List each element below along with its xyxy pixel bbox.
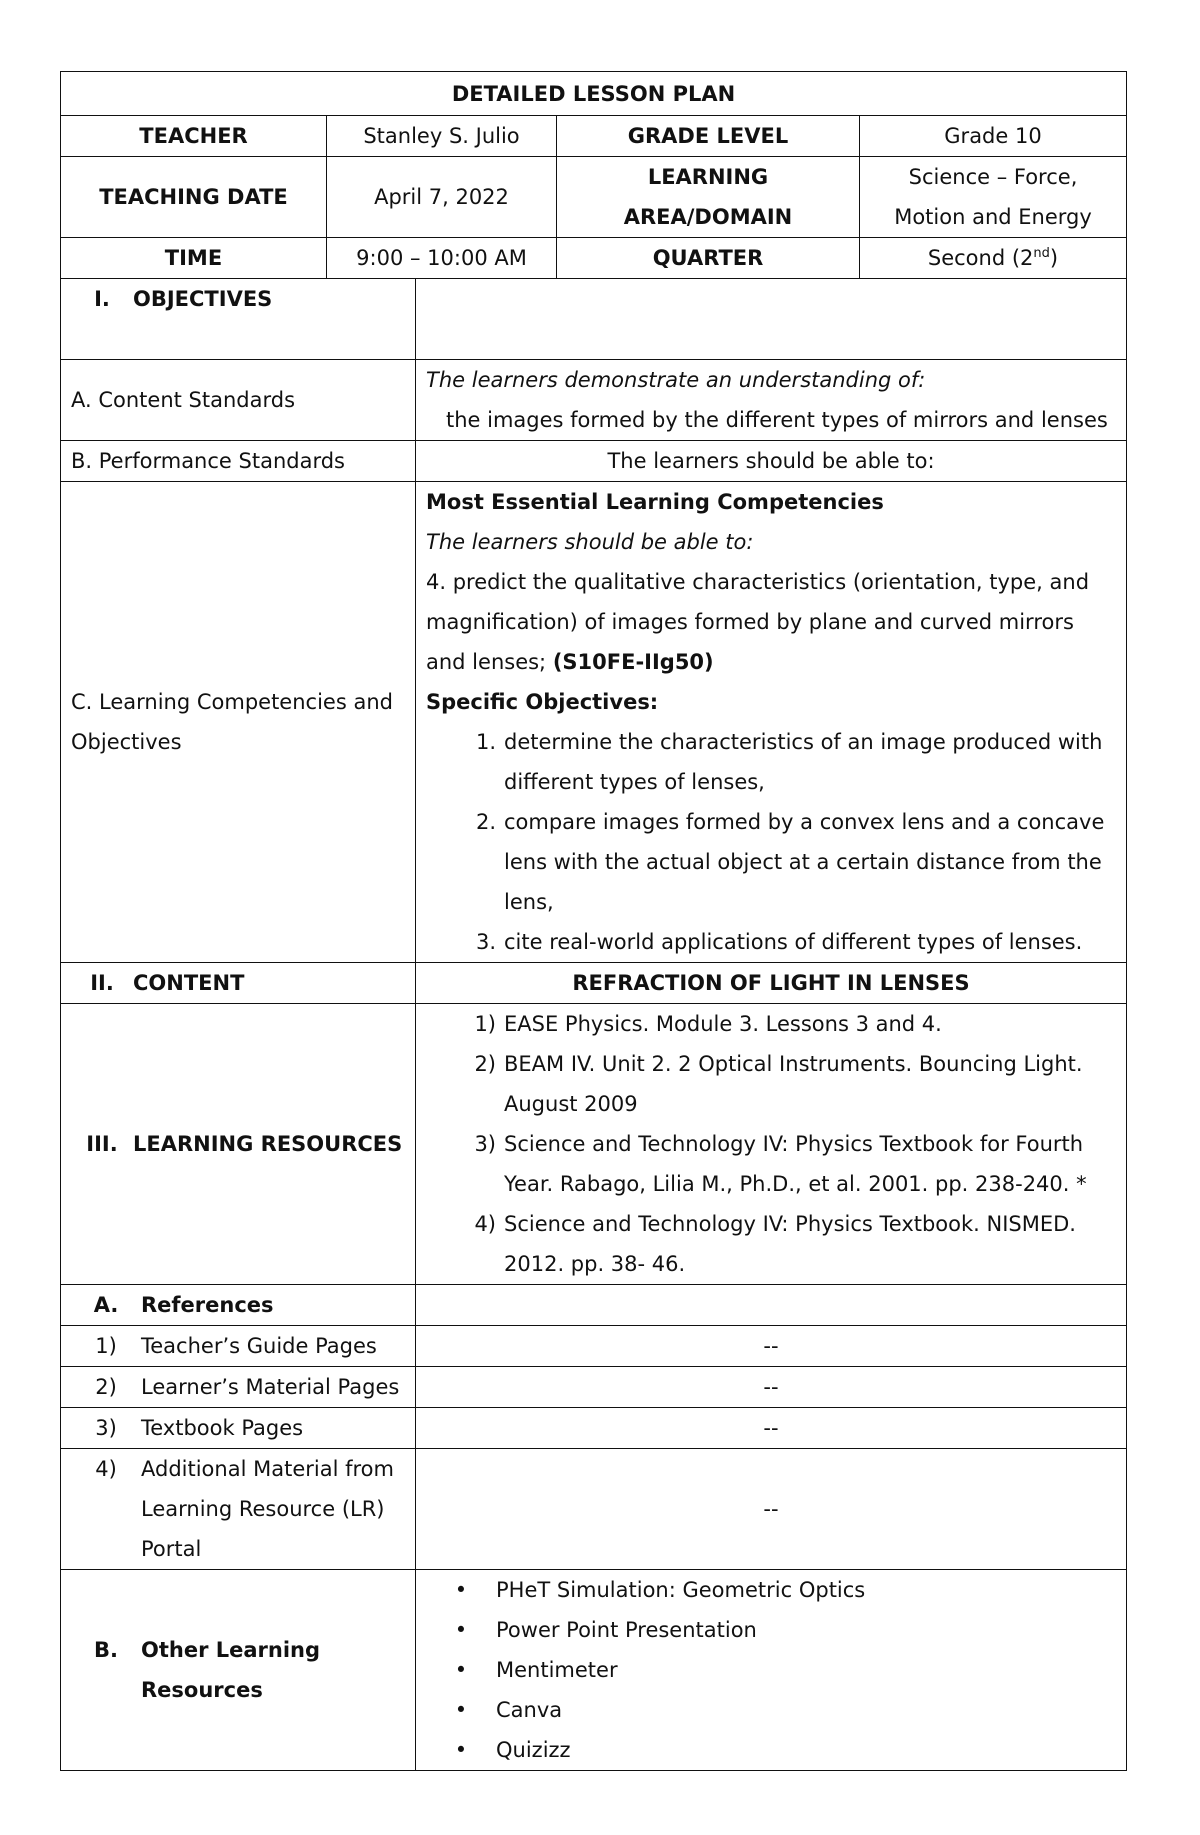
content-value: REFRACTION OF LIGHT IN LENSES: [416, 962, 1127, 1003]
list-item-number: 1): [474, 1011, 496, 1036]
ref-row-label: [61, 1366, 416, 1407]
teacher-value: Stanley S. Julio: [327, 116, 557, 157]
lesson-plan-header-table: [60, 71, 1127, 279]
list-item-text: Quizizz: [496, 1737, 571, 1762]
ref-row-value: --: [416, 1366, 1127, 1407]
melc-text: 4. predict the qualitative characteristics (orientation, type, and magnification) of images formed by plane and curved mirrors and lenses;: [426, 569, 1090, 674]
bullet-icon: •: [454, 1617, 468, 1642]
content-heading: [61, 962, 416, 1003]
competencies-cell: [416, 481, 1127, 962]
list-item-text: compare images formed by a convex lens and a concave lens with the actual object at a certain distance from the lens,: [504, 809, 1105, 914]
ref-row-value: --: [416, 1407, 1127, 1448]
list-item-number: 3.: [475, 929, 496, 954]
references-label: References: [141, 1292, 274, 1317]
quarter-suffix: ): [1049, 246, 1059, 270]
bullet-icon: •: [454, 1657, 468, 1682]
teaching-date-label: TEACHING DATE: [61, 157, 327, 238]
ref-row-label: [61, 1448, 416, 1569]
time-value: 9:00 – 10:00 AM: [327, 238, 557, 279]
ref-row-text: Teacher’s Guide Pages: [141, 1333, 377, 1358]
ref-row-text: Learner’s Material Pages: [141, 1374, 400, 1399]
learning-area-value: [860, 157, 1127, 238]
list-item-number: 2.: [475, 809, 496, 834]
list-item-number: 4): [474, 1211, 496, 1236]
learning-area-line-1: Science – Force,: [908, 165, 1078, 189]
list-item-text: EASE Physics. Module 3. Lessons 3 and 4.: [504, 1011, 942, 1036]
teacher-label: TEACHER: [61, 116, 327, 157]
learning-resources-label: LEARNING RESOURCES: [133, 1131, 403, 1156]
learning-resources-list: [426, 1004, 1116, 1284]
learning-resources-cell: [416, 1003, 1127, 1284]
melc-heading: Most Essential Learning Competencies: [426, 489, 884, 514]
list-item: [426, 1204, 1116, 1284]
ref-row-number: 3): [95, 1415, 117, 1440]
specific-objectives-list: [426, 722, 1116, 962]
quarter-sup: nd: [1033, 246, 1050, 261]
list-item-text: determine the characteristics of an image produced with different types of lenses,: [504, 729, 1103, 794]
quarter-label: QUARTER: [557, 238, 860, 279]
grade-level-value: Grade 10: [860, 116, 1127, 157]
lesson-plan-page: [60, 71, 1126, 1771]
performance-standards-label: B. Performance Standards: [61, 440, 416, 481]
document-title: DETAILED LESSON PLAN: [61, 72, 1127, 116]
list-item-text: PHeT Simulation: Geometric Optics: [496, 1577, 866, 1602]
list-item: [426, 1004, 1116, 1044]
learning-area-label: LEARNING AREA/DOMAIN: [557, 157, 860, 238]
ref-row-text: Additional Material from Learning Resource (LR) Portal: [141, 1456, 394, 1561]
list-item-text: cite real-world applications of different types of lenses.: [504, 929, 1083, 954]
list-item: [426, 1570, 1116, 1610]
content-roman: II.: [90, 970, 114, 995]
competencies-label: C. Learning Competencies and Objectives: [61, 481, 416, 962]
content-label: CONTENT: [133, 970, 245, 995]
list-item-text: BEAM IV. Unit 2. 2 Optical Instruments. Bouncing Light. August 2009: [504, 1051, 1083, 1116]
content-standards-cell: [416, 359, 1127, 440]
list-item-number: 2): [474, 1051, 496, 1076]
ref-row-number: 1): [95, 1333, 117, 1358]
list-item-text: Canva: [496, 1697, 563, 1722]
ref-row-label: [61, 1407, 416, 1448]
bullet-icon: •: [454, 1697, 468, 1722]
other-resources-heading: [61, 1569, 416, 1770]
ref-row-value: --: [416, 1448, 1127, 1569]
list-item-text: Power Point Presentation: [496, 1617, 757, 1642]
quarter-value: [860, 238, 1127, 279]
ref-row-number: 2): [95, 1374, 117, 1399]
melc-intro: The learners should be able to:: [426, 529, 754, 554]
teaching-date-value: April 7, 2022: [327, 157, 557, 238]
other-resources-cell: [416, 1569, 1127, 1770]
ref-row-value: --: [416, 1325, 1127, 1366]
performance-standards-text: The learners should be able to:: [416, 440, 1127, 481]
bullet-icon: •: [454, 1577, 468, 1602]
list-item: [426, 1690, 1116, 1730]
ref-row-number: 4): [95, 1456, 117, 1481]
list-item: [426, 1124, 1116, 1204]
references-letter: A.: [93, 1292, 119, 1317]
other-resources-list: [426, 1570, 1116, 1770]
list-item: [426, 1650, 1116, 1690]
references-heading: [61, 1284, 416, 1325]
ref-row-label: [61, 1325, 416, 1366]
list-item-text: Science and Technology IV: Physics Textbook. NISMED. 2012. pp. 38- 46.: [504, 1211, 1076, 1276]
objectives-heading: [61, 278, 416, 359]
list-item: [426, 1730, 1116, 1770]
other-resources-letter: B.: [94, 1637, 118, 1662]
content-standards-label: A. Content Standards: [61, 359, 416, 440]
list-item: [426, 922, 1116, 962]
list-item: [426, 802, 1116, 922]
list-item-text: Science and Technology IV: Physics Textbook for Fourth Year. Rabago, Lilia M., Ph.D., et al. 2001. pp. 238-240. *: [504, 1131, 1087, 1196]
objectives-label: OBJECTIVES: [133, 286, 273, 311]
list-item: [426, 722, 1116, 802]
list-item: [426, 1044, 1116, 1124]
content-standards-intro: The learners demonstrate an understanding of:: [426, 367, 926, 392]
grade-level-label: GRADE LEVEL: [557, 116, 860, 157]
references-empty-cell: [416, 1284, 1127, 1325]
quarter-prefix: Second (2: [927, 246, 1034, 270]
melc-text-block: [426, 562, 1116, 682]
objectives-empty-cell: [416, 278, 1127, 359]
time-label: TIME: [61, 238, 327, 279]
lesson-plan-body-table: [60, 278, 1127, 1771]
list-item: [426, 1610, 1116, 1650]
bullet-icon: •: [454, 1737, 468, 1762]
objectives-roman: I.: [94, 286, 110, 311]
learning-area-line-2: Motion and Energy: [894, 205, 1092, 229]
list-item-text: Mentimeter: [496, 1657, 618, 1682]
list-item-number: 3): [474, 1131, 496, 1156]
list-item-number: 1.: [475, 729, 496, 754]
learning-resources-heading: [61, 1003, 416, 1284]
melc-code: (S10FE-IIg50): [552, 649, 714, 674]
ref-row-text: Textbook Pages: [141, 1415, 304, 1440]
learning-resources-roman: III.: [86, 1131, 118, 1156]
specific-objectives-heading: Specific Objectives:: [426, 689, 659, 714]
other-resources-label: Other Learning Resources: [141, 1637, 321, 1702]
content-standards-text: the images formed by the different types of mirrors and lenses: [446, 407, 1108, 432]
